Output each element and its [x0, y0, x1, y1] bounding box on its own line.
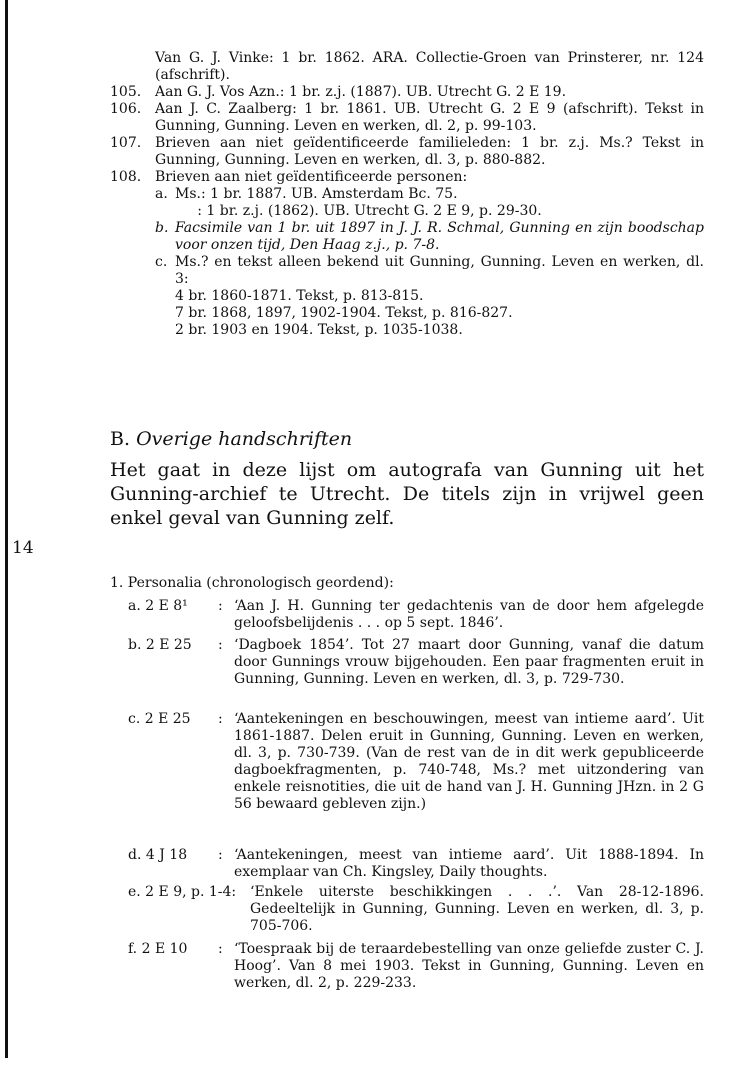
list-item: Van G. J. Vinke: 1 br. 1862. ARA. Collectie-Groen van Prinsterer, nr. 124 (afschrift). [155, 50, 704, 83]
personalia-item: f. 2 E 10 : ‘Toespraak bij de teraardebestelling van onze geliefde zuster C. J. Hoog’. Van 8 mei 1903. Tekst in Gunning, Gunning. Leven en werken, dl. 2, p. 229-233. [128, 941, 704, 991]
list-item: a. Ms.: 1 br. 1887. UB. Amsterdam Bc. 75. [155, 186, 458, 202]
personalia-item: e. 2 E 9, p. 1-4: ‘Enkele uiterste beschikkingen . . .’. Van 28-12-1896. Gedeeltelijk in Gunning, Gunning. Leven en werken, dl. 3, p. 705-706. [128, 884, 704, 934]
sublist-108 [155, 186, 704, 339]
section-intro: Het gaat in deze lijst om autografa van Gunning uit het Gunning-archief te Utrecht. De titels zijn in vrijwel geen enkel geval van Gunning zelf. [110, 459, 704, 529]
list-item: 7 br. 1868, 1897, 1902-1904. Tekst, p. 816-827. [175, 305, 513, 321]
list-item: 108. Brieven aan niet geïdentificeerde personen: [110, 169, 468, 185]
list-item: 106. Aan J. C. Zaalberg: 1 br. 1861. UB. Utrecht G. 2 E 9 (afschrift). Tekst in Gunning, Gunning. Leven en werken, dl. 2, p. 99-103. [110, 101, 704, 134]
personalia-item: b. 2 E 25 : ‘Dagboek 1854’. Tot 27 maart door Gunning, vanaf die datum door Gunnings vrouw bijgehouden. Een paar fragmenten eruit in Gunning, Gunning. Leven en werken, dl. 3, p. 729-730. [128, 637, 704, 687]
personalia-item: c. 2 E 25 : ‘Aantekeningen en beschouwingen, meest van intieme aard’. Uit 1861-1887. Delen eruit in Gunning, Gunning. Leven en werken, dl. 3, p. 730-739. (Van de rest van de in dit werk gepubliceerde dagboekfragmenten, p. 740-748, Ms.? met uitzondering van enkele reisnotities, die uit de hand van J. H. Gunning JHzn. in 2 G 56 bewaard gebleven zijn.) [128, 711, 704, 812]
personalia-item: d. 4 J 18 : ‘Aantekeningen, meest van intieme aard’. Uit 1888-1894. In exemplaar van Ch. Kingsley, Daily thoughts. [128, 847, 704, 880]
list-item: : 1 br. z.j. (1862). UB. Utrecht G. 2 E 9, p. 29-30. [175, 203, 542, 219]
list-item: 107. Brieven aan niet geïdentificeerde familieleden: 1 br. z.j. Ms.? Tekst in Gunning, Gunning. Leven en werken, dl. 3, p. 880-882. [110, 135, 704, 168]
margin-rule [5, 0, 8, 1058]
personalia-item: a. 2 E 8¹ : ‘Aan J. H. Gunning ter gedachtenis van de door hem afgelegde geloofsbelijdenis . . . op 5 sept. 1846’. [128, 598, 704, 631]
list-item: c. Ms.? en tekst alleen bekend uit Gunning, Gunning. Leven en werken, dl. 3: [155, 254, 704, 287]
list-item: 105. Aan G. J. Vos Azn.: 1 br. z.j. (1887). UB. Utrecht G. 2 E 19. [110, 84, 567, 100]
source-list [110, 50, 704, 339]
section-title: B. Overige handschriften [110, 428, 353, 450]
list-item: 2 br. 1903 en 1904. Tekst, p. 1035-1038. [175, 322, 463, 338]
list-item: 4 br. 1860-1871. Tekst, p. 813-815. [175, 288, 424, 304]
list-item: b. Facsimile van 1 br. uit 1897 in J. J. R. Schmal, Gunning en zijn boodschap voor onzen tijd, Den Haag z.j., p. 7-8. [155, 220, 704, 253]
page-number: 14 [12, 538, 34, 558]
personalia-heading: 1. Personalia (chronologisch geordend): [110, 575, 394, 591]
